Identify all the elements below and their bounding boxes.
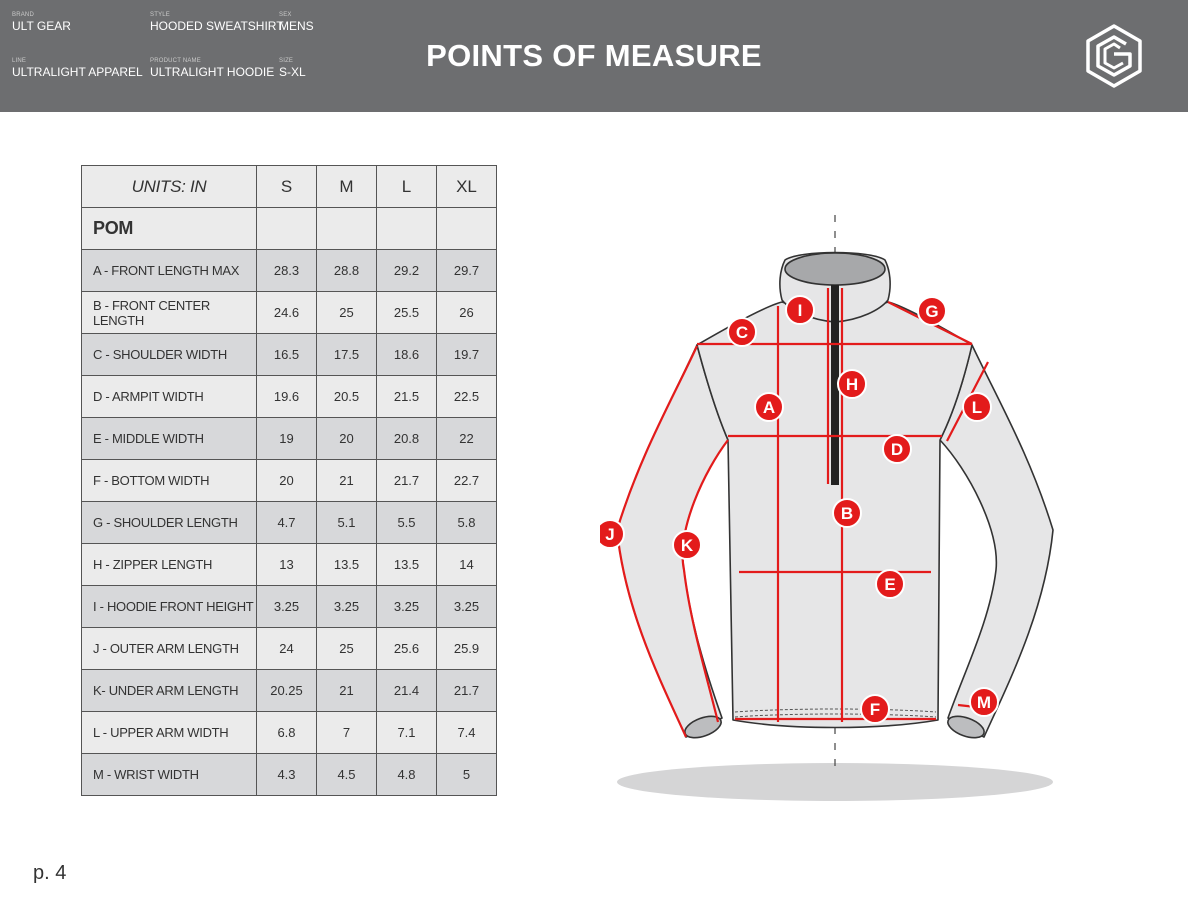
pom-label-row	[82, 208, 497, 250]
marker-j	[600, 520, 624, 548]
measure-value-cell: 20.5	[317, 376, 377, 418]
pom-name-cell: G - SHOULDER LENGTH	[82, 502, 257, 544]
size-header-s: S	[257, 166, 317, 208]
size-header-m: M	[317, 166, 377, 208]
table-header-row	[82, 166, 497, 208]
size-value: S-XL	[279, 65, 306, 79]
measure-value-cell: 24.6	[257, 292, 317, 334]
measure-value-cell: 4.8	[377, 754, 437, 796]
measure-value-cell: 7.4	[437, 712, 497, 754]
measure-value-cell: 4.5	[317, 754, 377, 796]
measure-value-cell: 21.7	[437, 670, 497, 712]
empty-cell	[437, 208, 497, 250]
measure-value-cell: 17.5	[317, 334, 377, 376]
table-row	[82, 754, 497, 796]
units-header: UNITS: IN	[82, 166, 257, 208]
marker-l	[963, 393, 991, 421]
measure-value-cell: 25.5	[377, 292, 437, 334]
measure-value-cell: 21.5	[377, 376, 437, 418]
measure-value-cell: 20.8	[377, 418, 437, 460]
marker-g	[918, 297, 946, 325]
measure-value-cell: 21	[317, 460, 377, 502]
measure-value-cell: 13.5	[377, 544, 437, 586]
size-header-l: L	[377, 166, 437, 208]
product-label: PRODUCT NAME	[150, 58, 201, 64]
measure-value-cell: 28.8	[317, 250, 377, 292]
marker-label: D	[890, 440, 904, 459]
brand-label: BRAND	[12, 12, 35, 18]
sex-value: MENS	[279, 19, 314, 33]
measure-value-cell: 4.3	[257, 754, 317, 796]
pom-name-cell: I - HOODIE FRONT HEIGHT	[82, 586, 257, 628]
marker-label: L	[971, 398, 983, 417]
pom-name-cell: C - SHOULDER WIDTH	[82, 334, 257, 376]
measurement-table	[81, 165, 497, 796]
sex-field	[279, 12, 314, 32]
table-row	[82, 292, 497, 334]
pom-label: POM	[82, 208, 257, 250]
marker-c	[728, 318, 756, 346]
pom-name-cell: B - FRONT CENTER LENGTH	[82, 292, 257, 334]
measure-value-cell: 5.8	[437, 502, 497, 544]
style-field	[150, 12, 284, 32]
marker-d	[883, 435, 911, 463]
measure-value-cell: 21.4	[377, 670, 437, 712]
measure-value-cell: 19.6	[257, 376, 317, 418]
measure-value-cell: 19.7	[437, 334, 497, 376]
header-bar	[0, 0, 1188, 112]
pom-name-cell: F - BOTTOM WIDTH	[82, 460, 257, 502]
line-value: ULTRALIGHT APPAREL	[12, 65, 143, 79]
pom-name-cell: H - ZIPPER LENGTH	[82, 544, 257, 586]
brand-value: ULT GEAR	[12, 19, 71, 33]
marker-label: J	[605, 525, 615, 544]
marker-label: M	[976, 693, 992, 712]
table-row	[82, 334, 497, 376]
measure-value-cell: 5	[437, 754, 497, 796]
measure-value-cell: 28.3	[257, 250, 317, 292]
size-header-xl: XL	[437, 166, 497, 208]
measure-value-cell: 29.7	[437, 250, 497, 292]
hoodie-measurement-diagram	[600, 210, 1080, 810]
table-row	[82, 250, 497, 292]
marker-label: A	[762, 398, 776, 417]
marker-h	[838, 370, 866, 398]
measure-value-cell: 25.9	[437, 628, 497, 670]
table-row	[82, 544, 497, 586]
measure-value-cell: 7	[317, 712, 377, 754]
measure-value-cell: 18.6	[377, 334, 437, 376]
measure-value-cell: 25	[317, 292, 377, 334]
measure-value-cell: 24	[257, 628, 317, 670]
measure-value-cell: 26	[437, 292, 497, 334]
measure-value-cell: 13.5	[317, 544, 377, 586]
marker-label: K	[680, 536, 694, 555]
brand-field	[12, 12, 71, 32]
empty-cell	[317, 208, 377, 250]
pom-name-cell: E - MIDDLE WIDTH	[82, 418, 257, 460]
measure-value-cell: 13	[257, 544, 317, 586]
measure-value-cell: 22	[437, 418, 497, 460]
pom-name-cell: L - UPPER ARM WIDTH	[82, 712, 257, 754]
measure-value-cell: 20	[257, 460, 317, 502]
marker-label: C	[735, 323, 749, 342]
ground-shadow	[617, 763, 1053, 801]
marker-label: B	[840, 504, 854, 523]
marker-label: I	[797, 301, 803, 320]
measure-value-cell: 3.25	[317, 586, 377, 628]
measure-value-cell: 4.7	[257, 502, 317, 544]
empty-cell	[257, 208, 317, 250]
sex-label: SEX	[279, 12, 292, 18]
measure-value-cell: 6.8	[257, 712, 317, 754]
pom-name-cell: J - OUTER ARM LENGTH	[82, 628, 257, 670]
table-row	[82, 376, 497, 418]
measure-value-cell: 7.1	[377, 712, 437, 754]
style-value: HOODED SWEATSHIRT	[150, 19, 284, 33]
marker-e	[876, 570, 904, 598]
pom-name-cell: M - WRIST WIDTH	[82, 754, 257, 796]
marker-a	[755, 393, 783, 421]
marker-label: E	[884, 575, 896, 594]
empty-cell	[377, 208, 437, 250]
table-row	[82, 586, 497, 628]
style-label: STYLE	[150, 12, 171, 18]
table-row	[82, 502, 497, 544]
measure-value-cell: 29.2	[377, 250, 437, 292]
measure-value-cell: 22.7	[437, 460, 497, 502]
measure-value-cell: 3.25	[437, 586, 497, 628]
measure-value-cell: 22.5	[437, 376, 497, 418]
table-row	[82, 628, 497, 670]
marker-i	[786, 296, 814, 324]
table-row	[82, 670, 497, 712]
measure-value-cell: 3.25	[377, 586, 437, 628]
marker-k	[673, 531, 701, 559]
measure-value-cell: 16.5	[257, 334, 317, 376]
page-number: p. 4	[33, 862, 67, 884]
measure-value-cell: 3.25	[257, 586, 317, 628]
measure-value-cell: 21.7	[377, 460, 437, 502]
marker-b	[833, 499, 861, 527]
marker-m	[970, 688, 998, 716]
measure-value-cell: 20.25	[257, 670, 317, 712]
marker-label: F	[869, 700, 881, 719]
line-label: LINE	[12, 58, 27, 64]
measure-value-cell: 21	[317, 670, 377, 712]
measure-value-cell: 20	[317, 418, 377, 460]
measure-value-cell: 25	[317, 628, 377, 670]
marker-label: G	[925, 302, 939, 321]
pom-name-cell: D - ARMPIT WIDTH	[82, 376, 257, 418]
size-label: SIZE	[279, 58, 294, 64]
table-row	[82, 712, 497, 754]
marker-label: H	[845, 375, 859, 394]
product-value: ULTRALIGHT HOODIE	[150, 65, 275, 79]
table-row	[82, 460, 497, 502]
marker-f	[861, 695, 889, 723]
pom-name-cell: K- UNDER ARM LENGTH	[82, 670, 257, 712]
hexagon-g-logo-icon	[1080, 22, 1148, 90]
page-title: POINTS OF MEASURE	[426, 38, 762, 73]
measure-value-cell: 19	[257, 418, 317, 460]
measure-value-cell: 25.6	[377, 628, 437, 670]
pom-name-cell: A - FRONT LENGTH MAX	[82, 250, 257, 292]
measure-value-cell: 5.1	[317, 502, 377, 544]
measure-value-cell: 14	[437, 544, 497, 586]
measure-value-cell: 5.5	[377, 502, 437, 544]
table-row	[82, 418, 497, 460]
